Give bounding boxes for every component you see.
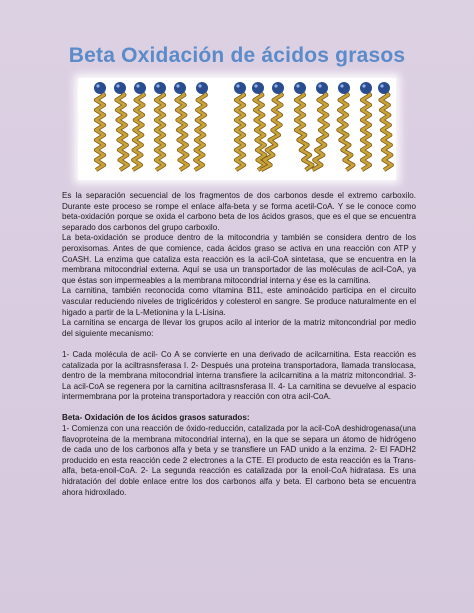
paragraph-mitochondria: La beta-oxidación se produce dentro de la mitocondria y también se considera dentro de los peroxisomas. Antes de que comience, cada ácidos graso se activa en una reacción con ATP y CoASH. La enzima que cataliza esta reacción es la acil-CoA sintetasa, que se encuentra en la membrana mitocondrial externa. Aquí se usa un transportador de las moléculas de acil-CoA, ya que éstas son impermeables a la membrana mitocondrial interna y ése es la carnitina. — [62, 233, 416, 285]
paragraph-intro: Es la separación secuencial de los fragmentos de dos carbonos desde el extremo carboxilo. Durante este proceso se rompe el enlace alfa-beta y se forma acetil-CoA. Y se le conoce como beta-oxidación porque se oxida el carbono beta de los ácidos grasos, que es el que se encuentra separado dos carbonos del grupo carboxilo. — [62, 191, 416, 232]
carboxyl-head-icon — [114, 82, 126, 94]
fatty-acid-chain — [312, 82, 328, 170]
fatty-acid-chain — [252, 82, 266, 170]
fatty-acid-chain — [338, 82, 353, 170]
page-title: Beta Oxidación de ácidos grasos — [68, 44, 406, 67]
fatty-acid-figure — [78, 78, 396, 180]
section-heading: Beta- Oxidación de los ácidos grasos saturados: — [62, 413, 250, 423]
carboxyl-head-icon — [154, 82, 166, 94]
paragraph-carnitine-role: La carnitina se encarga de llevar los grupos acilo al interior de la matriz mitoncondrial por medio del siguiente mecanismo: — [62, 318, 416, 338]
carboxyl-head-icon — [338, 82, 350, 94]
carboxyl-head-icon — [94, 82, 106, 94]
paragraph-mechanism: 1- Cada molécula de acil- Co A se convierte en una derivado de acilcarnitina. Esta reacción es catalizada por la aciltrasnsferasa I. 2- Después una proteina transportadora, llamada translocasa, dentro de la membrana mitocondrial interna transfiere la acilcarnitina a la matriz mitoncondrial. 3- La acil-CoA se regenera por la carnitina aciltrasnsferasa II. 4- La carnitina se devuelve al espacio intermembrana por la proteina transportadora y reacción con otra acil-CoA. — [62, 349, 416, 402]
fatty-acid-chain — [154, 82, 166, 170]
carboxyl-head-icon — [174, 82, 186, 94]
fatty-acid-chain — [195, 82, 208, 170]
carboxyl-head-icon — [234, 82, 246, 94]
fatty-acid-chain — [378, 82, 392, 170]
fatty-acid-chain — [133, 82, 146, 170]
carboxyl-head-icon — [378, 82, 390, 94]
document-body — [62, 191, 416, 498]
fatty-acid-chain — [234, 82, 246, 170]
carboxyl-head-icon — [316, 82, 328, 94]
fatty-acid-chains-icon — [78, 78, 396, 180]
fatty-acid-chain — [294, 82, 312, 170]
carboxyl-head-icon — [252, 82, 264, 94]
carboxyl-head-icon — [196, 82, 208, 94]
fatty-acid-chain — [94, 82, 106, 170]
carboxyl-head-icon — [294, 82, 306, 94]
fatty-acid-chain — [114, 82, 128, 170]
paragraph-saturated: 1- Comienza con una reacción de óxido-reducción, catalizada por la acil-CoA deshidrogenasa(una flavoproteina de la membrana mitocondrial interna), en la que se separa un átomo de hidrógeno de cada uno de los carbonos alfa y beta y se transfiere un FAD unido a la enzima. 2- El FADH2 producido en esta reacción cede 2 electrones a la CTE. El producto de esta reacción es la Trans-alfa, beta-enoil-CoA. 2- La segunda reacción es catalizada por la enoil-CoA hidratasa. Es una hidratación del doble enlace entre los dos carbonos alfa y beta. El carbono beta se encuentra ahora hidroxilado. — [62, 424, 416, 497]
carboxyl-head-icon — [134, 82, 146, 94]
paragraph-carnitine: La carnitina, también reconocida como vitamina B11, este aminoácido participa en el circuito vascular reduciendo niveles de triglicéridos y colesterol en sangre. Se produce naturalmente en el higado a partir de la L-Metionina y la L-Lisina. — [62, 286, 416, 317]
fatty-acid-chain — [174, 82, 188, 170]
carboxyl-head-icon — [272, 82, 284, 94]
carboxyl-head-icon — [360, 82, 372, 94]
fatty-acid-chain — [360, 82, 372, 170]
